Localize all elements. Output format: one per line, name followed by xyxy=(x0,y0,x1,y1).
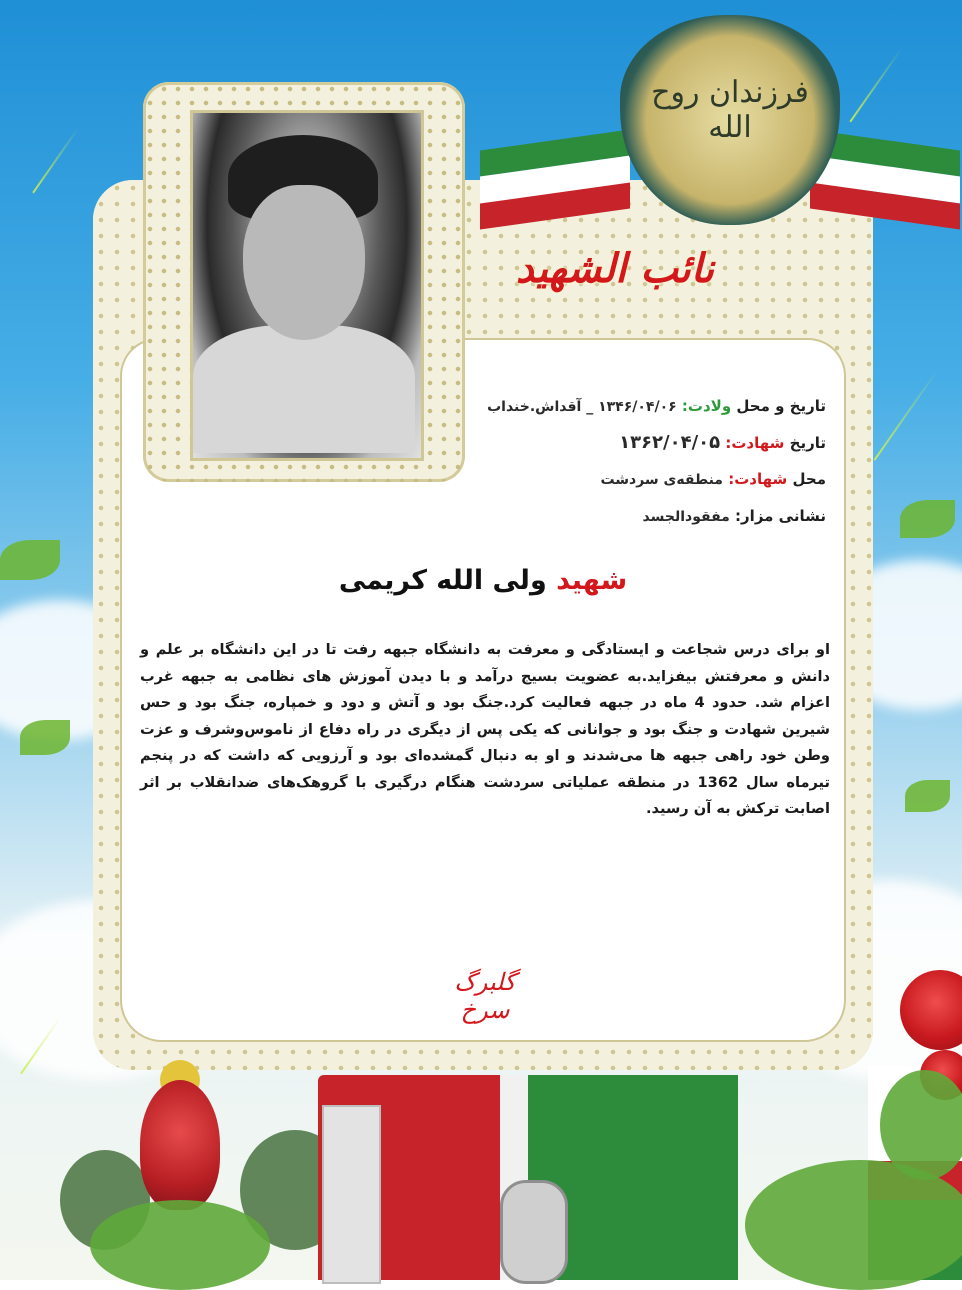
emblem-calligraphy: فرزندان روح الله xyxy=(651,75,809,145)
martyr-date-row xyxy=(426,425,826,461)
martyr-place-label: محل xyxy=(787,470,826,488)
info-block xyxy=(426,388,826,535)
signature-logo: گلبرگ سرخ xyxy=(454,968,516,1024)
leaf xyxy=(0,540,60,580)
photo-shirt xyxy=(193,325,415,453)
leaf xyxy=(20,720,70,755)
birth-row xyxy=(426,388,826,425)
memorial-box-panel xyxy=(322,1105,381,1284)
grave-value: مفقودالجسد xyxy=(642,509,730,525)
martyr-name xyxy=(122,565,844,596)
name-full: ولی الله کریمی xyxy=(338,565,547,596)
tulip-monument xyxy=(140,1080,220,1210)
martyr-date-label: تاریخ xyxy=(784,434,826,452)
martyr-date-label-highlight: شهادت: xyxy=(725,434,785,452)
bush xyxy=(880,1070,962,1180)
biography-text: او برای درس شجاعت و ایستادگی و معرفت به دانشگاه جبهه رفت تا در این دانشگاه بر علم و دانش و معرفتش بیفزاید.به عضویت بسیج درآمد و با دیدن آموزش های نظامی به جبهه غرب اعزام شد. حدود 4 ماه در جبهه فعالیت کرد.جنگ بود و آتش و دود و خمپاره، جنگ بود و حس شیرین شهادت و جنگ بود و جوانانی که یکی پس از دیگری در راه دفاع از ناموس‌وشرف و عزت وطن خود راهی جبهه ها می‌شدند و او به دنبال گمشده‌ای بود و آرزویی که داشت که در پنجم تیرماه سال 1362 در منطقه عملیاتی سردشت هنگام درگیری با گروهک‌های ضدانقلاب بر اثر اصابت ترکش به آن رسید. xyxy=(140,641,831,817)
martyr-date-value: ۱۳۶۲/۰۴/۰۵ xyxy=(619,432,721,453)
dogtag-icon xyxy=(500,1180,568,1284)
birth-value: ۱۳۴۶/۰۴/۰۶ _ آقداش.خنداب xyxy=(487,399,677,415)
birth-label: تاریخ و محل xyxy=(731,397,826,415)
photo-face xyxy=(243,185,365,340)
subtitle-calligraphy: نائب الشهید xyxy=(515,245,715,292)
grave-row xyxy=(426,498,826,535)
martyr-place-label-highlight: شهادت: xyxy=(728,470,788,488)
martyr-place-value: منطقه‌ی سردشت xyxy=(600,472,723,488)
leaf xyxy=(905,780,950,812)
martyr-place-row xyxy=(426,461,826,498)
bush xyxy=(90,1200,270,1290)
birth-label-highlight: ولادت: xyxy=(681,397,732,415)
grave-label: نشانی مزار: xyxy=(735,507,826,525)
name-prefix: شهید xyxy=(556,565,628,596)
leaf xyxy=(900,500,955,538)
